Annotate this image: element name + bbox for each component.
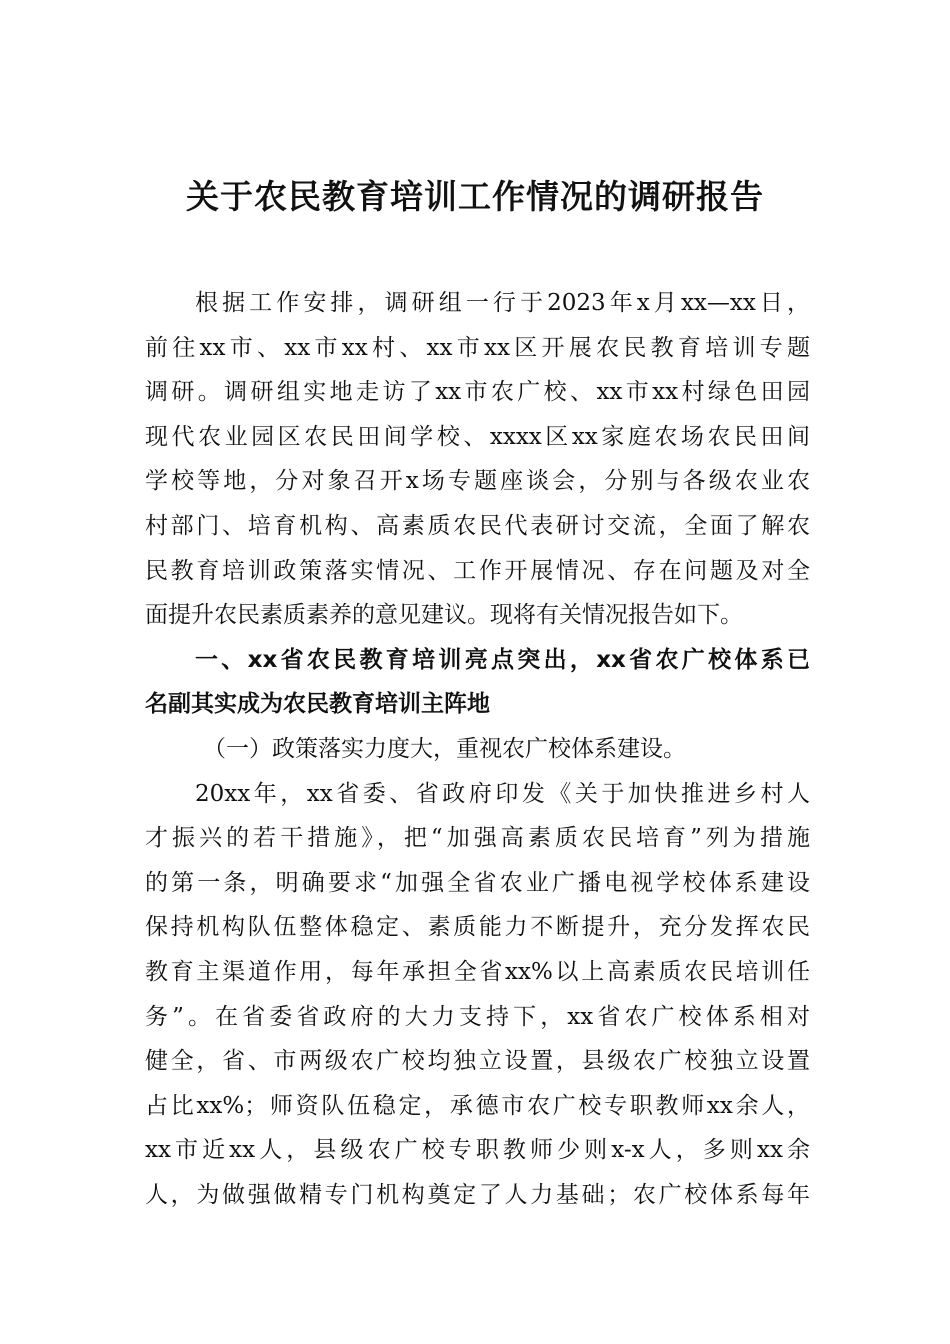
section-heading bbox=[145, 638, 810, 727]
text-line: 民教育培训政策落实情况、工作开展情况、存在问题及对全 bbox=[145, 557, 810, 584]
document-title: 关于农民教育培训工作情况的调研报告 bbox=[186, 177, 764, 216]
text-line: 调研。调研组实地走访了xx市农广校、xx市xx村绿色田园 bbox=[145, 379, 810, 406]
text-line: 村部门、培育机构、高素质农民代表研讨交流，全面了解农 bbox=[145, 512, 810, 539]
document-body bbox=[145, 281, 810, 1217]
text-line: 占比xx%；师资队伍稳定，承德市农广校专职教师xx余人， bbox=[145, 1092, 810, 1119]
subsection-heading: （一）政策落实力度大，重视农广校体系建设。 bbox=[203, 735, 686, 762]
text-line: 健全，省、市两级农广校均独立设置，县级农广校独立设置 bbox=[145, 1048, 810, 1075]
text-line: 现代农业园区农民田间学校、xxxx区xx家庭农场农民田间 bbox=[145, 423, 810, 450]
intro-paragraph bbox=[145, 281, 810, 638]
section-heading-line: 名副其实成为农民教育培训主阵地 bbox=[145, 691, 490, 718]
text-line: 才振兴的若干措施》，把“加强高素质农民培育”列为措施 bbox=[145, 825, 810, 852]
body-paragraph bbox=[145, 772, 810, 1218]
text-line: 的第一条，明确要求“加强全省农业广播电视学校体系建设 bbox=[145, 869, 810, 896]
text-line: 面提升农民素质素养的意见建议。现将有关情况报告如下。 bbox=[145, 602, 743, 629]
text-line: 教育主渠道作用，每年承担全省xx%以上高素质农民培训任 bbox=[145, 958, 810, 985]
text-line: 20xx年，xx省委、省政府印发《关于加快推进乡村人 bbox=[195, 780, 810, 807]
text-line: xx市近xx人，县级农广校专职教师少则x-x人，多则xx余 bbox=[145, 1137, 810, 1164]
section-heading-line: 一、xx省农民教育培训亮点突出，xx省农广校体系已 bbox=[195, 646, 810, 673]
text-line: 前往xx市、xx市xx村、xx市xx区开展农民教育培训专题 bbox=[145, 334, 810, 361]
text-line: 根据工作安排，调研组一行于2023年x月xx—xx日， bbox=[195, 290, 810, 316]
text-line: 务”。在省委省政府的大力支持下，xx省农广校体系相对 bbox=[145, 1003, 810, 1030]
text-line: 人，为做强做精专门机构奠定了人力基础；农广校体系每年 bbox=[145, 1181, 810, 1208]
text-line: 保持机构队伍整体稳定、素质能力不断提升，充分发挥农民 bbox=[145, 914, 810, 941]
text-line: 学校等地，分对象召开x场专题座谈会，分别与各级农业农 bbox=[145, 468, 810, 495]
